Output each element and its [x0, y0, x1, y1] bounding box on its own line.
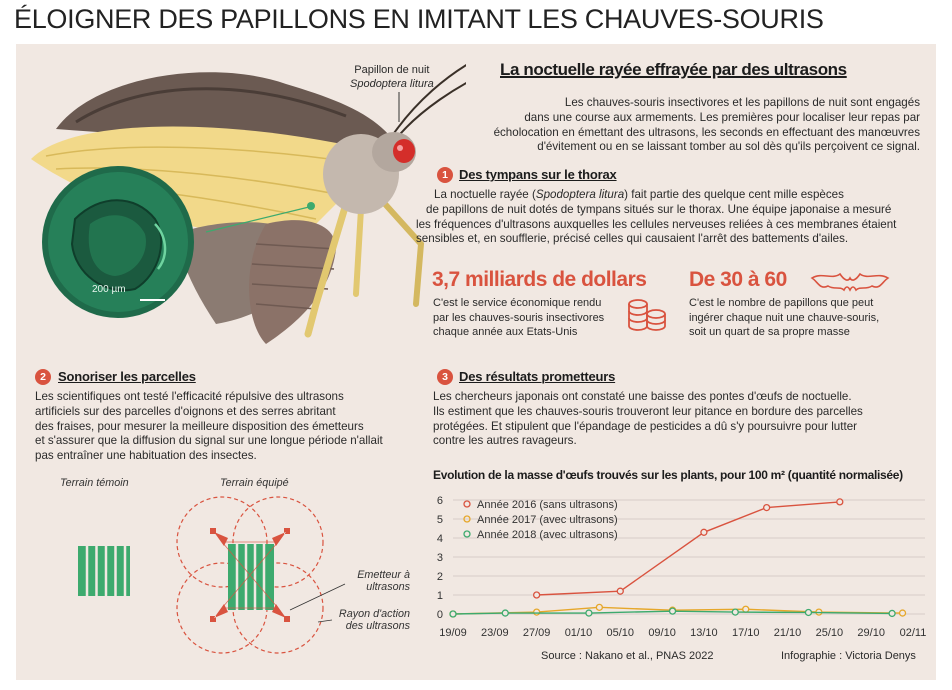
- section1-line: les fréquences d'ultrasons auxquelles les cellules nerveuses reliées à ces membranes étaient: [416, 217, 897, 231]
- section2-line: pas entraîner une habituation des insectes.: [35, 449, 257, 463]
- section3-line: contre les autres ravageurs.: [433, 434, 577, 448]
- stat2-line: soit un quart de sa propre masse: [689, 326, 850, 338]
- control-field: [78, 546, 130, 596]
- section3-line: Les chercheurs japonais ont constaté une baisse des pontes d'œufs de noctuelle.: [433, 390, 852, 403]
- section3-number: 3: [437, 369, 453, 385]
- range-label: [316, 608, 410, 632]
- section1-number: 1: [437, 167, 453, 183]
- data-point: [889, 610, 895, 616]
- y-tick-label: 1: [436, 590, 443, 602]
- x-tick-label: 13/10: [690, 627, 718, 638]
- y-tick-label: 3: [436, 552, 443, 564]
- x-tick-label: 23/09: [481, 627, 509, 638]
- emitter-label-line: Emetteur à: [357, 569, 410, 581]
- stat2-line: C'est le nombre de papillons que peut: [689, 297, 874, 309]
- stat1-line: chaque année aux Etats-Unis: [433, 326, 578, 338]
- x-tick-label: 19/09: [439, 627, 467, 638]
- section2-line: artificiels sur des parcelles d'oignons et des serres abritant: [35, 404, 336, 418]
- source-note: Source : Nakano et al., PNAS 2022: [541, 650, 714, 662]
- intro-title: La noctuelle rayée effrayée par des ultrasons: [500, 60, 847, 79]
- section3-text: [433, 390, 923, 449]
- section3-line: protégées. Et stipulent que l'épandage de pesticides a dû s'y poursuivre pour lutter: [433, 419, 858, 433]
- intro-text: [450, 96, 920, 155]
- x-tick-label: 27/09: [522, 627, 551, 638]
- moth-label-pointer: [395, 92, 405, 122]
- data-point: [701, 529, 707, 535]
- section2-line: Les scientifiques ont testé l'efficacité répulsive des ultrasons: [35, 390, 344, 403]
- stat2-value: De 30 à 60: [689, 268, 787, 291]
- emitter-label: [336, 569, 410, 593]
- data-point: [900, 610, 906, 616]
- legend-label: Année 2017 (avec ultrasons): [477, 514, 618, 526]
- data-point: [837, 499, 843, 505]
- x-tick-label: 05/10: [606, 627, 635, 638]
- y-tick-label: 2: [436, 571, 443, 583]
- x-tick-label: 29/10: [857, 627, 885, 638]
- intro-line: Les chauves-souris insectivores et les papillons de nuit sont engagés: [564, 96, 920, 109]
- bat-icon: [810, 268, 890, 294]
- section2-line: des fraises, pour mesurer la meilleure disposition des émetteurs: [35, 419, 364, 433]
- section2-line: et s'assurer que la diffusion du signal sur une longue période n'allait: [35, 434, 383, 448]
- section1-line: sensibles et, en soufflerie, précisé celles qui causaient l'arrêt des battements d'ailes.: [416, 232, 849, 246]
- control-field-label: Terrain témoin: [60, 477, 129, 489]
- section2-number: 2: [35, 369, 51, 385]
- data-point: [534, 609, 540, 615]
- section1-species: Spodoptera litura: [535, 188, 625, 201]
- emitter-icon: [210, 604, 228, 622]
- equipped-field-label: Terrain équipé: [220, 477, 289, 489]
- stat2-text: [689, 296, 879, 340]
- data-point: [450, 611, 456, 617]
- intro-line: dans une course aux armements. Les premières pour localiser leur repas par: [524, 110, 920, 124]
- intro-line: d'évitement ou en se laissant tomber au sol dès qu'ils perçoivent ce signal.: [537, 140, 920, 154]
- chart-title: Evolution de la masse d'œufs trouvés sur les plants, pour 100 m² (quantité normalisée): [433, 468, 903, 482]
- section1-title: Des tympans sur le thorax: [459, 167, 617, 182]
- section2-text: [35, 390, 405, 464]
- y-tick-label: 4: [436, 533, 443, 545]
- stat1-line: par les chauves-souris insectivores: [433, 311, 605, 324]
- range-label-line: Rayon d'action: [338, 608, 410, 620]
- tympanum-microscope-view: [40, 164, 196, 320]
- section1-text: [416, 188, 936, 247]
- stat2-line: ingérer chaque nuit une chauve-souris,: [689, 311, 880, 324]
- section1-line-c: ) fait partie des quelque cent mille espèces: [624, 188, 844, 201]
- x-tick-label: 09/10: [648, 627, 676, 638]
- data-point: [732, 609, 738, 615]
- emitter-icon: [272, 604, 290, 622]
- moth-label-latin: Spodoptera litura: [350, 78, 434, 90]
- section3-title: Des résultats prometteurs: [459, 369, 616, 384]
- legend-label: Année 2016 (sans ultrasons): [477, 499, 618, 511]
- y-tick-label: 5: [436, 514, 443, 526]
- eggs-line-chart: [425, 488, 935, 638]
- moth-label: [350, 63, 434, 91]
- emitter-label-line: ultrasons: [366, 581, 410, 593]
- stat1-value: 3,7 milliards de dollars: [432, 268, 647, 291]
- data-point: [534, 592, 540, 598]
- section2-title: Sonoriser les parcelles: [58, 369, 196, 384]
- data-point: [502, 610, 508, 616]
- data-point: [617, 588, 623, 594]
- section1-line-a: La noctuelle rayée (: [434, 188, 536, 201]
- x-tick-label: 01/10: [564, 627, 593, 638]
- data-point: [586, 610, 592, 616]
- section1-line: de papillons de nuit dotés de tympans situés sur le thorax. Une équipe japonaise a mesuré: [426, 202, 892, 216]
- coins-icon: [624, 296, 668, 332]
- section3-line: Ils estiment que les chauves-souris trouveront leur pitance en bordure des parcelles: [433, 404, 863, 418]
- data-point: [764, 505, 770, 511]
- section1-line: [416, 188, 936, 203]
- data-point: [670, 608, 676, 614]
- data-point: [743, 606, 749, 612]
- scale-label: 200 µm: [92, 284, 126, 295]
- legend-marker: [464, 531, 470, 537]
- credit-note: Infographie : Victoria Denys: [781, 650, 916, 662]
- legend-label: Année 2018 (avec ultrasons): [477, 529, 618, 541]
- equipped-field-diagram: [170, 492, 350, 672]
- y-tick-label: 6: [436, 495, 443, 507]
- y-tick-label: 0: [436, 609, 443, 621]
- x-tick-label: 21/10: [773, 627, 802, 638]
- data-point: [805, 609, 811, 615]
- emitter-icon: [210, 528, 228, 546]
- range-label-line: des ultrasons: [345, 620, 410, 632]
- x-tick-label: 25/10: [815, 627, 844, 638]
- intro-line: écholocation en émettant des ultrasons, les seconds en effectuant des manœuvres: [493, 125, 920, 139]
- emitter-icon: [272, 528, 290, 546]
- stat1-line: C'est le service économique rendu: [433, 297, 602, 309]
- stat1-text: [433, 296, 604, 340]
- main-title: ÉLOIGNER DES PAPILLONS EN IMITANT LES CHAUVES-SOURIS: [14, 4, 824, 34]
- data-point: [596, 604, 602, 610]
- x-tick-label: 02/11: [899, 627, 927, 638]
- moth-label-common: Papillon de nuit: [354, 64, 430, 76]
- x-tick-label: 17/10: [731, 627, 760, 638]
- legend-marker: [464, 501, 470, 507]
